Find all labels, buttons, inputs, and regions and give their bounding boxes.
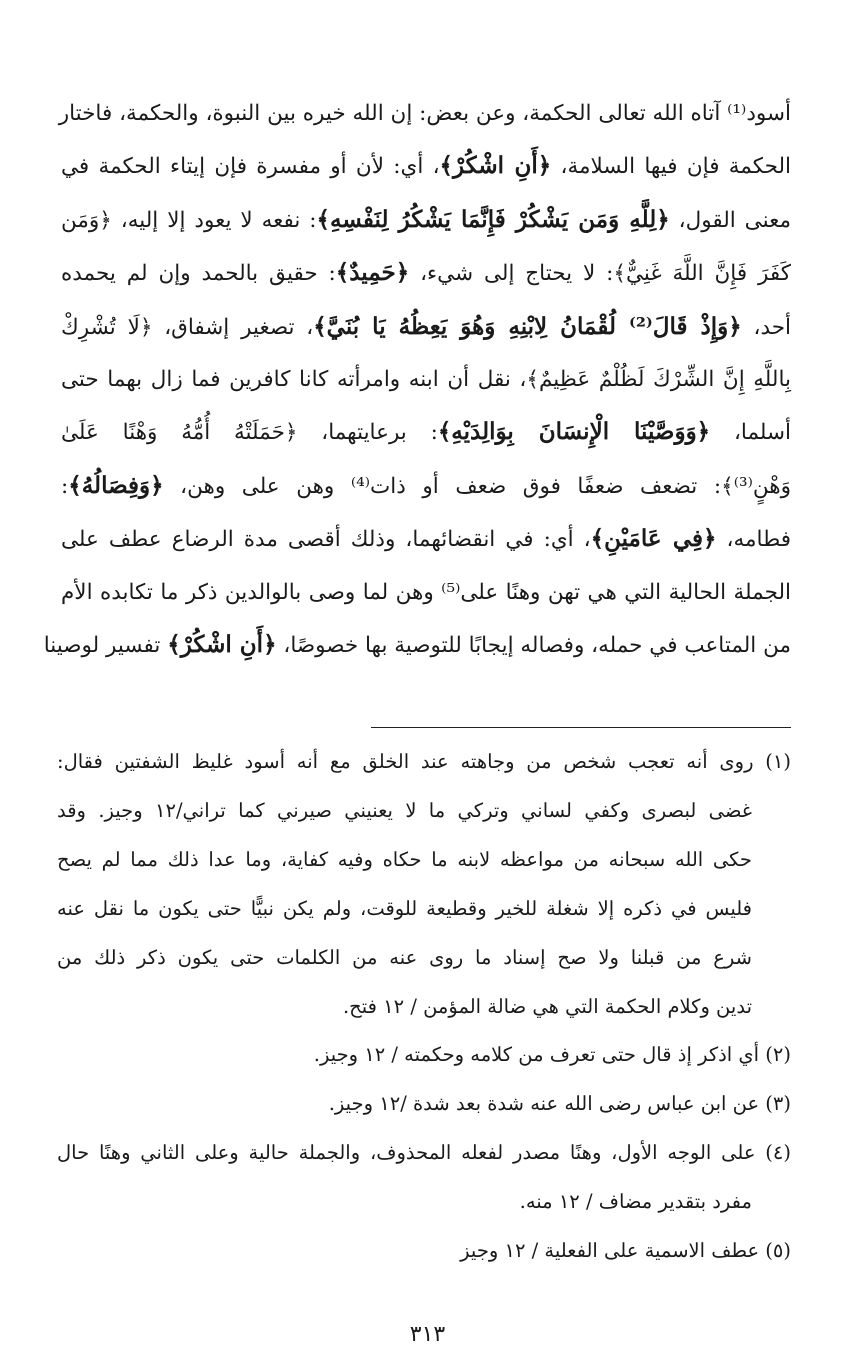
main-text-line: الحكمة فإن فيها السلامة، ﴿أَنِ اشْكُرْ﴾، أي: لأن أو مفسرة فإن إيتاء الحكمة في (61, 152, 791, 180)
footnote-line: فليس في ذكره إلا شغلة للخير وقطيعة للوقت، ولم يكن نبيًّا حتى يكون ما نقل عنه (57, 896, 752, 920)
footnote-line: مفرد بتقدير مضاف / ١٢ منه. (519, 1190, 752, 1214)
main-text-line: وَهْنٍ⁽³⁾﴾: تضعف ضعفًا فوق ضعف أو ذات⁽⁴⁾ وهن على وهن، ﴿وَفِصَالُهُ﴾: (61, 471, 791, 499)
page-number: ٣١٣ (409, 1322, 446, 1347)
footnote-4 (57, 1129, 791, 1227)
quran-verse: ﴿حَمِيدٌ﴾ (335, 259, 410, 287)
footnote-line: (٢) أي اذكر إذ قال حتى تعرف من كلامه وحكمته / ١٢ وجيز. (313, 1043, 791, 1067)
main-text-line: كَفَرَ فَإِنَّ اللَّهَ غَنِيٌّ﴾: لا يحتاج إلى شيء، ﴿حَمِيدٌ﴾: حقيق بالحمد وإن لم يحمده (61, 259, 791, 287)
main-text-line: أحد، ﴿وَإِذْ قَالَ⁽²⁾ لُقْمَانُ لِابْنِهِ وَهُوَ يَعِظُهُ يَا بُنَيَّ﴾، تصغير إشفاق، ﴿لَا تُشْرِكْ (61, 312, 791, 340)
quran-verse: ﴿فِي عَامَيْنِ﴾ (590, 525, 717, 553)
footnote-line: غضى لبصرى وكفي لساني وتركي ما لا يعنيني صيرني كما تراني/١٢ وجيز. وقد (57, 798, 752, 822)
footnote-3 (57, 1080, 791, 1129)
footnote-line: شرع من قبلنا ولا صح إسناد ما روى عنه من الكلمات حتى يكون ذكر ذلك من (57, 945, 752, 969)
footnote-line: (٥) عطف الاسمية على الفعلية / ١٢ وجيز (460, 1239, 791, 1263)
quran-verse: ﴿وَإِذْ قَالَ⁽²⁾ لُقْمَانُ لِابْنِهِ وَهُوَ يَعِظُهُ يَا بُنَيَّ﴾ (313, 312, 742, 340)
footnote-1 (57, 738, 791, 1031)
main-text-block (43, 88, 791, 672)
main-text-line: من المتاعب في حمله، وفصاله إيجابًا للتوصية بها خصوصًا، ﴿أَنِ اشْكُرْ﴾ تفسير لوصينا (43, 631, 791, 659)
quran-verse: ﴿وَوَصَّيْنَا الْإِنسَانَ بِوَالِدَيْهِ﴾ (437, 418, 711, 446)
footnote-line: حكى الله سبحانه من مواعظه لابنه ما حكاه وفيه كفاية، وما عدا ذلك مما لم يصح (57, 847, 752, 871)
main-text-line: معنى القول، ﴿لِلَّهِ وَمَن يَشْكُرْ فَإِنَّمَا يَشْكُرُ لِنَفْسِهِ﴾: نفعه لا يعود إلا إليه، ﴿وَمَن (61, 205, 791, 233)
footnotes-block (57, 738, 791, 1276)
quran-verse: ﴿أَنِ اشْكُرْ﴾ (439, 152, 552, 180)
footnote-line: (٤) على الوجه الأول، وهنًا مصدر لفعله المحذوف، والجملة حالية وعلى الثاني وهنًا حال (57, 1141, 791, 1165)
main-text-line: فطامه، ﴿فِي عَامَيْنِ﴾، أي: في انقضائهما، وذلك أقصى مدة الرضاع عطف على (61, 525, 791, 553)
footnote-5 (57, 1227, 791, 1276)
footnote-line: تدين وكلام الحكمة التي هي ضالة المؤمن / ١٢ فتح. (342, 994, 752, 1018)
footnote-line: (٣) عن ابن عباس رضى الله عنه شدة بعد شدة /١٢ وجيز. (328, 1092, 791, 1116)
main-text-line: أسود⁽¹⁾ آتاه الله تعالى الحكمة، وعن بعض: إن الله خيره بين النبوة، والحكمة، فاختار (58, 101, 791, 126)
main-text-line: الجملة الحالية التي هي تهن وهنًا على⁽⁵⁾ وهن لما وصى بالوالدين ذكر ما تكابده الأم (61, 579, 791, 605)
quran-verse: ﴿أَنِ اشْكُرْ﴾ (167, 631, 277, 659)
footnote-2 (57, 1031, 791, 1080)
main-text-line: بِاللَّهِ إِنَّ الشِّرْكَ لَظُلْمٌ عَظِيمٌ﴾، نقل أن ابنه وامرأته كانا كافرين فما زال بهما حتى (61, 367, 791, 393)
quran-verse: ﴿وَفِصَالُهُ﴾ (68, 471, 164, 499)
footnote-separator (371, 727, 791, 728)
quran-verse: ﴿لِلَّهِ وَمَن يَشْكُرْ فَإِنَّمَا يَشْكُرُ لِنَفْسِهِ﴾ (316, 205, 670, 233)
main-text-line: أسلما، ﴿وَوَصَّيْنَا الْإِنسَانَ بِوَالِدَيْهِ﴾: برعايتهما، ﴿حَمَلَتْهُ أُمُّهُ وَهْنًا عَلَىٰ (61, 418, 791, 446)
footnote-line: (١) روى أنه تعجب شخص من وجاهته عند الخلق مع أنه أسود غليظ الشفتين فقال: (57, 750, 791, 773)
